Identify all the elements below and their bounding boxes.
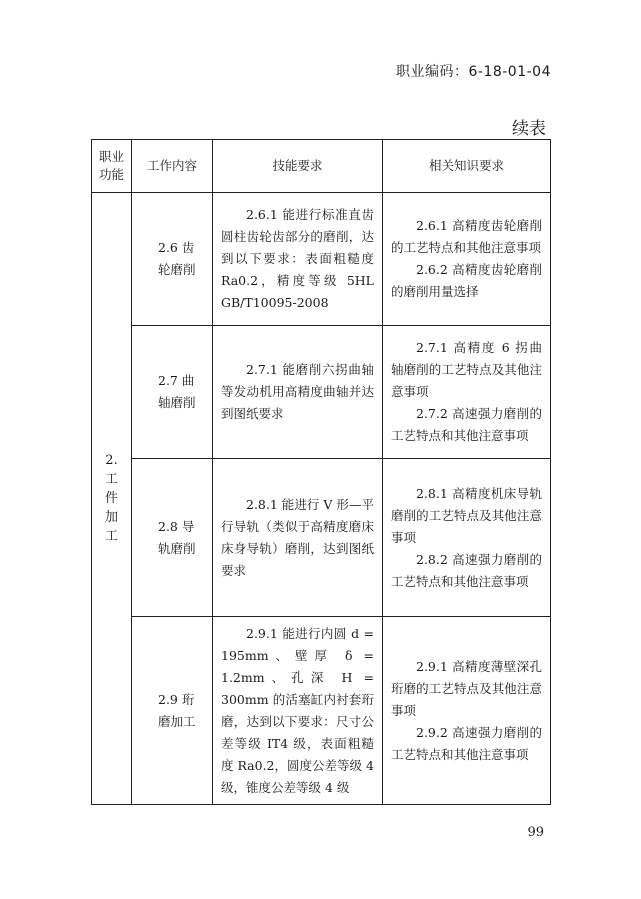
header-knowledge: 相关知识要求 (383, 140, 551, 193)
table-row (92, 459, 551, 617)
skill-cell: 2.6.1 能进行标准直齿圆柱齿轮齿部分的磨削，达到以下要求：表面粗糙度 Ra0.2，精度等级 5HL GB/T10095-2008 (213, 193, 383, 326)
knowledge-cell: 2.7.1 高精度 6 拐曲轴磨削的工艺特点及其他注意事项 2.7.2 高速强力磨削的工艺特点和其他注意事项 (383, 326, 551, 459)
header-skills: 技能要求 (213, 140, 383, 193)
table-row (92, 326, 551, 459)
function-label: 2. 工件加工 (104, 452, 118, 544)
occupation-code: 职业编码：6-18-01-04 (395, 64, 551, 80)
knowledge-cell: 2.8.1 高精度机床导轨磨削的工艺特点及其他注意事项 2.8.2 高速强力磨削的工艺特点和其他注意事项 (383, 459, 551, 617)
skills-table (91, 139, 551, 805)
skill-cell: 2.8.1 能进行 V 形—平行导轨（类似于高精度磨床床身导轨）磨削，达到图纸要求 (213, 459, 383, 617)
knowledge-cell: 2.9.1 高精度薄壁深孔珩磨的工艺特点及其他注意事项 2.9.2 高速强力磨削的工艺特点和其他注意事项 (383, 617, 551, 805)
header-content: 工作内容 (132, 140, 213, 193)
continued-label: 续表 (512, 119, 546, 139)
content-cell: 2.7 曲轴磨削 (132, 326, 213, 459)
table-header-row (92, 140, 551, 193)
function-cell (92, 193, 132, 805)
content-cell: 2.6 齿轮磨削 (132, 193, 213, 326)
table-row (92, 193, 551, 326)
content-cell: 2.9 珩磨加工 (132, 617, 213, 805)
header-function: 职业功能 (92, 140, 132, 193)
skill-cell: 2.7.1 能磨削六拐曲轴等发动机用高精度曲轴并达到图纸要求 (213, 326, 383, 459)
skill-cell: 2.9.1 能进行内圆 d = 195mm、壁厚 δ = 1.2mm、孔深 H = 300mm 的活塞缸内衬套珩磨，达到以下要求：尺寸公差等级 IT4 级，表面粗糙度 Ra0.2，圆度公差等级 4 级，锥度公差等级 4 级 (213, 617, 383, 805)
page-number: 99 (527, 825, 544, 840)
table-row (92, 617, 551, 805)
content-cell: 2.8 导轨磨削 (132, 459, 213, 617)
knowledge-cell: 2.6.1 高精度齿轮磨削的工艺特点和其他注意事项 2.6.2 高精度齿轮磨削的磨削用量选择 (383, 193, 551, 326)
